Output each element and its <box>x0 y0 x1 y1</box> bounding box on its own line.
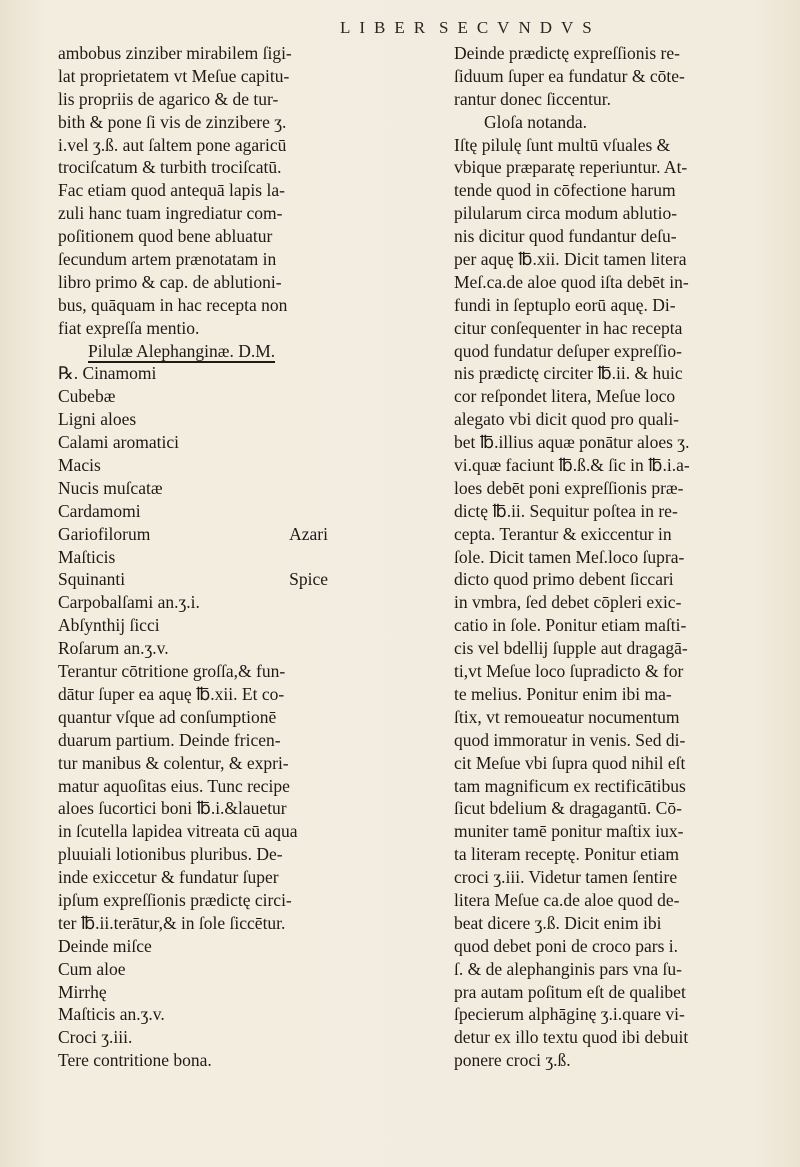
text-line: Terantur cōtritione groſſa,& fun- <box>58 661 286 682</box>
text-line: beat dicere ʒ.ß. Dicit enim ibi <box>454 912 662 933</box>
text-line: inde exiccetur & fundatur ſuper <box>58 867 279 888</box>
text-line: quantur vſque ad conſumptionē <box>58 706 277 727</box>
text-line: in vmbra, ſed debet cōpleri exic- <box>454 592 682 613</box>
text-line: detur ex illo textu quod ibi debuit <box>454 1027 689 1048</box>
text-line: pluuiali lotionibus pluribus. De- <box>58 844 283 865</box>
text-line: zuli hanc tuam ingrediatur com- <box>58 203 283 224</box>
text-line: pra autam poſitum eſt de qualibet <box>454 981 686 1002</box>
recipe-item-pair <box>58 568 358 591</box>
text-line: Deinde prædictę expreſſionis re- <box>454 43 680 63</box>
text-line: cor reſpondet litera, Meſue loco <box>454 386 676 407</box>
text-line: loes debēt poni expreſſionis præ- <box>454 477 684 498</box>
recipe-item: Roſarum an.ʒ.v. <box>58 638 169 659</box>
header-liber: LIBER <box>340 18 435 37</box>
text-line: quod debet poni de croco pars i. <box>454 935 679 956</box>
recipe-item: Abſynthij ſicci <box>58 615 160 636</box>
section-heading: Gloſa notanda. <box>484 111 588 132</box>
text-line: ſecundum artem prænotatam in <box>58 249 277 270</box>
recipe-heading-text: Pilulæ Alephanginæ. D.M. <box>88 340 276 361</box>
recipe-item: Calami aromatici <box>58 432 179 453</box>
text-line: nis dicitur quod fundantur deſu- <box>454 226 677 247</box>
text-line: citur conſequenter in hac recepta <box>454 317 683 338</box>
text-line: tur manibus & colentur, & expri- <box>58 752 289 773</box>
recipe-item: Cardamomi <box>58 500 141 521</box>
recipe-item: Azari <box>289 523 328 544</box>
text-line: in ſcutella lapidea vitreata cū aqua <box>58 821 298 842</box>
text-line: tam magnificum ex rectificātibus <box>454 775 686 796</box>
text-line: trociſcatum & turbith trociſcatū. <box>58 157 282 178</box>
text-line: vi.quæ faciunt ℔.ß.& ſic in ℔.i.a- <box>454 455 690 476</box>
recipe-item: Maſticis <box>58 546 116 567</box>
text-line: ti,vt Meſue loco ſupradicto & for <box>454 661 684 682</box>
text-line: rantur donec ſiccentur. <box>454 88 611 109</box>
right-column <box>454 42 770 1072</box>
text-line: matur aquoſitas eius. Tunc recipe <box>58 775 290 796</box>
text-line: ſiduum ſuper ea fundatur & cōte- <box>454 65 685 86</box>
text-line: ipſum expreſſionis prædictę circi- <box>58 889 292 910</box>
text-line: poſitionem quod bene abluatur <box>58 226 273 247</box>
text-line: catio in ſole. Ponitur etiam maſti- <box>454 615 687 636</box>
text-line: i.vel ʒ.ß. aut ſaltem pone agaricū <box>58 134 287 155</box>
text-line: ſicut bdelium & dragagantū. Cō- <box>454 798 682 819</box>
text-line: quod immoratur in venis. Sed di- <box>454 729 686 750</box>
text-line: Meſ.ca.de aloe quod iſta debēt in- <box>454 271 689 292</box>
text-line: te melius. Ponitur enim ibi ma- <box>454 683 672 704</box>
recipe-item: Cubebæ <box>58 386 116 407</box>
text-line: litera Meſue ca.de aloe quod de- <box>454 889 680 910</box>
recipe-item: Macis <box>58 455 101 476</box>
text-line: duarum partium. Deinde fricen- <box>58 729 281 750</box>
recipe-item: Ligni aloes <box>58 409 137 430</box>
text-line: Deinde miſce <box>58 935 152 956</box>
text-line: croci ʒ.iii. Videtur tamen ſentire <box>454 867 678 888</box>
text-line: fiat expreſſa mentio. <box>58 317 200 338</box>
text-line: tende quod in cōfectione harum <box>454 180 676 201</box>
text-line: bet ℔.illius aquæ ponātur aloes ʒ. <box>454 432 690 453</box>
text-line: quod fundatur deſuper expreſſio- <box>454 340 682 361</box>
text-line: bith & pone ſi vis de zinzibere ʒ. <box>58 111 287 132</box>
text-line: ambobus zinziber mirabilem ſigi- <box>58 43 292 63</box>
text-line: ponere croci ʒ.ß. <box>454 1050 571 1071</box>
text-line: dictę ℔.ii. Sequitur poſtea in re- <box>454 500 678 521</box>
text-line: ſ. & de alephanginis pars vna ſu- <box>454 958 682 979</box>
recipe-item: Gariofilorum <box>58 523 151 544</box>
text-line: cis vel bdellij ſupple aut dragagā- <box>454 638 688 659</box>
recipe-item: Squinanti <box>58 569 126 590</box>
text-line: bus, quāquam in hac recepta non <box>58 294 288 315</box>
text-line: pilularum circa modum ablutio- <box>454 203 678 224</box>
text-line: nis prædictę circiter ℔.ii. & huic <box>454 363 683 384</box>
text-line: Fac etiam quod antequā lapis la- <box>58 180 285 201</box>
text-line: Tere contritione bona. <box>58 1050 212 1071</box>
recipe-item: Croci ʒ.iii. <box>58 1027 133 1048</box>
recipe-item: ℞. Cinamomi <box>58 363 157 384</box>
recipe-item: Mirrhę <box>58 981 107 1002</box>
text-line: ſpecierum alphāginę ʒ.i.quare vi- <box>454 1004 685 1025</box>
text-line: per aquę ℔.xii. Dicit tamen litera <box>454 249 687 270</box>
text-line: cepta. Terantur & exiccentur in <box>454 523 672 544</box>
text-line: alegato vbi dicit quod pro quali- <box>454 409 680 430</box>
recipe-item: Maſticis an.ʒ.v. <box>58 1004 165 1025</box>
text-line: vbique præparatę reperiuntur. At- <box>454 157 688 178</box>
text-line: dātur ſuper ea aquę ℔.xii. Et co- <box>58 683 285 704</box>
text-line: muniter tamē ponitur maſtix iux- <box>454 821 684 842</box>
recipe-item: Cum aloe <box>58 958 126 979</box>
recipe-heading <box>58 340 404 363</box>
text-line: ſole. Dicit tamen Meſ.loco ſupra- <box>454 546 685 567</box>
text-line: lis propriis de agarico & de tur- <box>58 88 279 109</box>
recipe-item: Carpobalſami an.ʒ.i. <box>58 592 200 613</box>
text-line: fundi in ſeptuplo eorū aquę. Di- <box>454 294 676 315</box>
text-line: ter ℔.ii.terātur,& in ſole ſiccētur. <box>58 912 286 933</box>
text-line: libro primo & cap. de ablutioni- <box>58 271 282 292</box>
header-secundus: SECVNDVS <box>439 18 601 37</box>
text-line: dicto quod primo debent ſiccari <box>454 569 674 590</box>
recipe-item: Nucis muſcatæ <box>58 477 163 498</box>
left-column <box>58 42 404 1072</box>
text-line: ta literam receptę. Ponitur etiam <box>454 844 679 865</box>
text-line: cit Meſue vbi ſupra quod nihil eſt <box>454 752 686 773</box>
text-line: lat proprietatem vt Meſue capitu- <box>58 65 290 86</box>
recipe-item: Spice <box>289 569 328 590</box>
text-line: aloes ſucortici boni ℔.i.&lauetur <box>58 798 287 819</box>
text-line: Iſtę pilulę ſunt multū vſuales & <box>454 134 671 155</box>
text-line: ſtix, vt remoueatur nocumentum <box>454 706 680 727</box>
recipe-item-pair <box>58 523 358 546</box>
